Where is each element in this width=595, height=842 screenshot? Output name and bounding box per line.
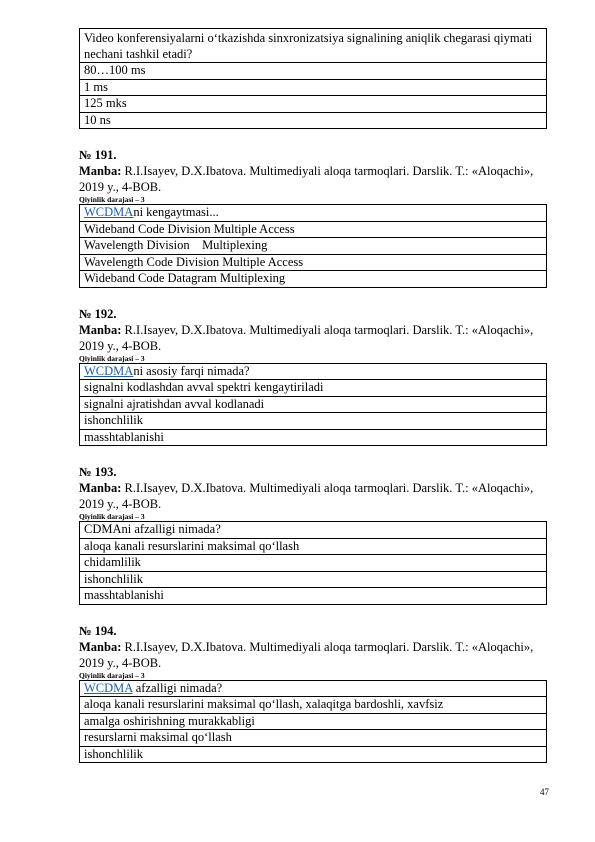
source-label: Manba:: [79, 164, 122, 178]
source-label: Manba:: [79, 639, 122, 654]
question-table-194: [79, 680, 547, 764]
answer-option: 1 ms: [80, 79, 547, 96]
source-text: R.I.Isayev, D.X.Ibatova. Multimediyali aloqa tarmoqlari. Darslik. T.: «Aloqachi», 2019 y., 4-BOB.: [79, 481, 534, 511]
answer-option: Wideband Code Datagram Multiplexing: [80, 271, 547, 288]
source-label: Manba:: [79, 481, 122, 495]
source-text: R.I.Isayev, D.X.Ibatova. Multimediyali aloqa tarmoqlari. Darslik. T.: «Aloqachi», 2019 y., 4-BOB.: [79, 164, 534, 194]
answer-option: masshtablanishi: [80, 588, 547, 605]
answer-option: aloqa kanali resurslarini maksimal qo‘llash: [80, 538, 547, 555]
wcdma-link[interactable]: WCDMA: [84, 680, 133, 695]
answer-option: resurslarni maksimal qo‘llash: [80, 730, 547, 747]
answer-option: Wavelength Code Division Multiple Access: [80, 254, 547, 271]
answer-option: aloqa kanali resurslarini maksimal qo‘llash, xalaqitga bardoshli, xavfsiz: [80, 697, 547, 714]
answer-option: Wavelength Division Multiplexing: [80, 238, 547, 255]
difficulty-level: Qiyinlik darajasi – 3: [79, 512, 145, 521]
answer-option: ishonchlilik: [80, 746, 547, 763]
question-text: [80, 363, 547, 380]
question-text: [80, 205, 547, 222]
question-number: № 192.: [79, 306, 117, 321]
source-text: R.I.Isayev, D.X.Ibatova. Multimediyali aloqa tarmoqlari. Darslik. T.: «Aloqachi», 2019 y., 4-BOB.: [79, 639, 534, 670]
question-block-194: [79, 623, 547, 764]
question-table-193: [79, 521, 547, 605]
question-rest: ni asosiy farqi nimada?: [133, 363, 250, 378]
difficulty-level: Qiyinlik darajasi – 3: [79, 353, 145, 363]
answer-option: ishonchlilik: [80, 413, 547, 430]
question-table-192: [79, 363, 547, 447]
question-table-190: [79, 28, 547, 129]
source-citation: [79, 639, 547, 671]
answer-option: ishonchlilik: [80, 571, 547, 588]
document-page: [79, 28, 547, 763]
question-rest: afzalligi nimada?: [132, 680, 223, 695]
answer-option: signalni ajratishdan avval kodlanadi: [80, 396, 547, 413]
source-text: R.I.Isayev, D.X.Ibatova. Multimediyali aloqa tarmoqlari. Darslik. T.: «Aloqachi», 2019 y., 4-BOB.: [79, 322, 534, 353]
difficulty-level: Qiyinlik darajasi – 3: [79, 195, 145, 204]
question-number: № 191.: [79, 148, 117, 162]
difficulty-level: Qiyinlik darajasi – 3: [79, 670, 145, 680]
answer-option: masshtablanishi: [80, 429, 547, 446]
question-text: CDMAni afzalligi nimada?: [80, 522, 547, 539]
source-citation: [79, 480, 547, 512]
question-table-191: [79, 204, 547, 288]
question-text: [80, 680, 547, 697]
wcdma-link[interactable]: WCDMA: [84, 205, 134, 219]
answer-option: signalni kodlashdan avval spektri kengaytiriladi: [80, 380, 547, 397]
page-number: 47: [540, 787, 549, 797]
answer-option: Wideband Code Division Multiple Access: [80, 221, 547, 238]
question-block-192: [79, 306, 547, 447]
source-citation: [79, 322, 547, 354]
question-number: № 194.: [79, 623, 117, 638]
source-label: Manba:: [79, 322, 122, 337]
answer-option: chidamlilik: [80, 555, 547, 572]
question-rest: ni kengaytmasi...: [133, 205, 219, 219]
question-block-191: [79, 147, 547, 288]
wcdma-link[interactable]: WCDMA: [84, 363, 134, 378]
question-text: Video konferensiyalarni o‘tkazishda sinxronizatsiya signalining aniqlik chegarasi qiymati nechani tashkil etadi?: [80, 29, 547, 63]
question-block-193: [79, 464, 547, 605]
answer-option: 10 ns: [80, 112, 547, 129]
answer-option: 125 mks: [80, 96, 547, 113]
answer-option: amalga oshirishning murakkabligi: [80, 713, 547, 730]
question-number: № 193.: [79, 465, 117, 479]
answer-option: 80…100 ms: [80, 63, 547, 80]
source-citation: [79, 163, 547, 195]
